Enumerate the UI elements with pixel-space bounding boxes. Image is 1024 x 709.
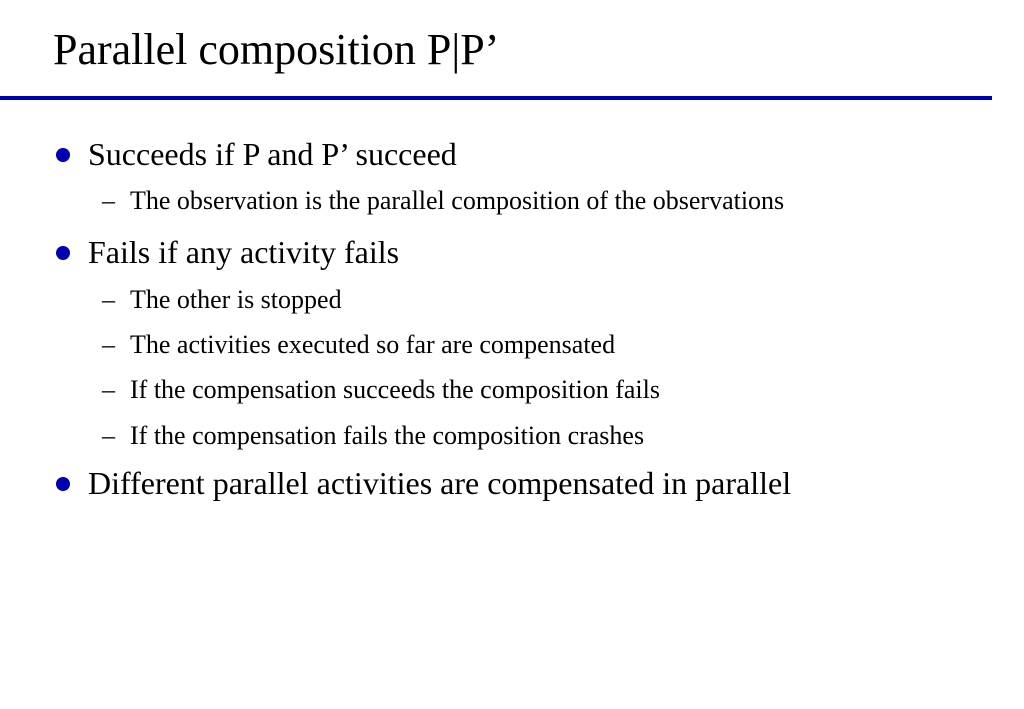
dash-icon: – bbox=[102, 330, 115, 359]
sub-bullet-item: The activities executed so far are compensated bbox=[130, 330, 616, 359]
slide-title: Parallel composition P|P’ bbox=[53, 25, 500, 74]
dash-icon: – bbox=[102, 421, 115, 450]
title-underline bbox=[0, 96, 992, 100]
bullet-item: Different parallel activities are compensated in parallel bbox=[88, 465, 792, 501]
bullet-item: Succeeds if P and P’ succeed bbox=[88, 136, 457, 172]
sub-bullet-item: If the compensation fails the composition crashes bbox=[130, 421, 645, 450]
dash-icon: – bbox=[102, 186, 115, 215]
dash-icon: – bbox=[102, 375, 115, 404]
bullet-dot-icon bbox=[56, 477, 70, 491]
dash-icon: – bbox=[102, 285, 115, 314]
bullet-item: Fails if any activity fails bbox=[88, 234, 400, 270]
bullet-dot-icon bbox=[56, 246, 70, 260]
sub-bullet-item: The observation is the parallel composition of the observations bbox=[130, 186, 785, 215]
sub-bullet-item: If the compensation succeeds the composition fails bbox=[130, 375, 660, 404]
bullet-dot-icon bbox=[56, 148, 70, 162]
sub-bullet-item: The other is stopped bbox=[130, 285, 342, 314]
